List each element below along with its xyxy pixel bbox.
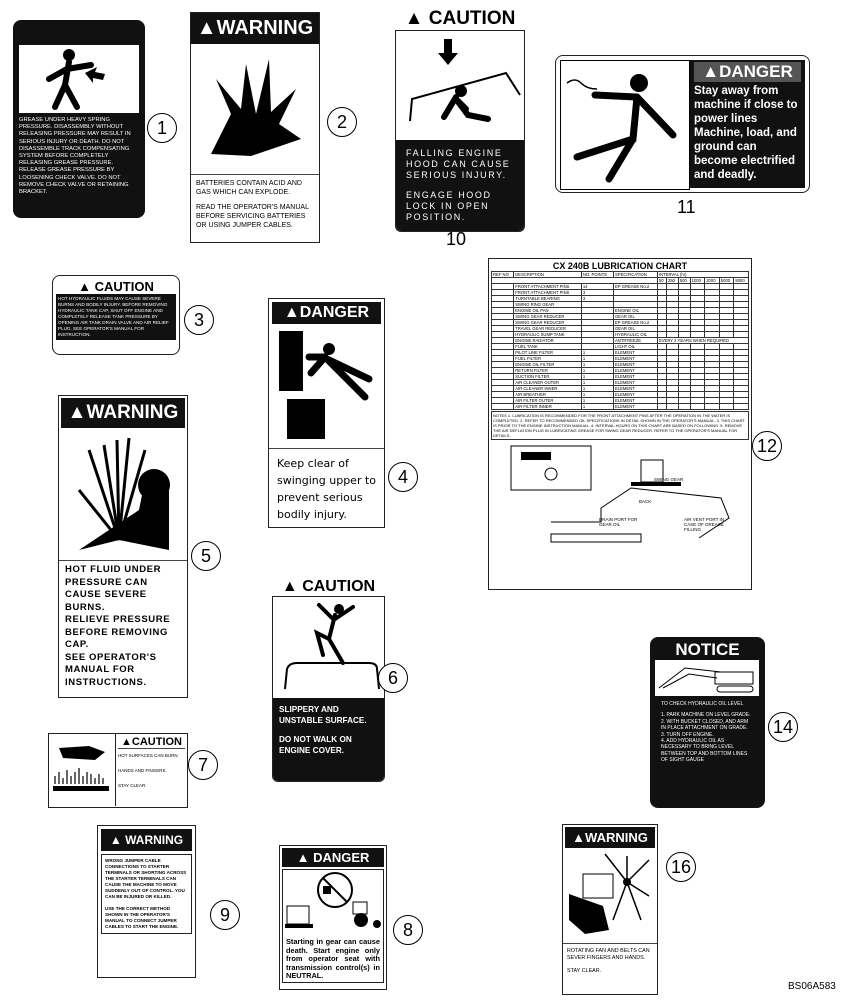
lub-cell: TRAVEL GEAR REDUCER: [514, 326, 582, 332]
callout-16: [666, 852, 696, 882]
decal-5-text2: RELIEVE PRESSURE BEFORE REMOVING CAP.: [65, 614, 171, 650]
label-10: 10: [446, 229, 467, 249]
lub-interval-header: 8000: [734, 278, 749, 284]
lub-cell: ELEMENT: [614, 368, 658, 374]
callout-4: [388, 462, 418, 492]
lub-interval-header: 500: [678, 278, 690, 284]
lub-cell: ENGINE OIL FILTER: [514, 362, 582, 368]
lub-cell: 3: [581, 296, 613, 302]
callout-3: [184, 305, 214, 335]
lub-cell: 1: [581, 398, 613, 404]
decal-2-text: BATTERIES CONTAIN ACID AND GAS WHICH CAN EXPLODE.: [196, 180, 302, 196]
decal-6-slippery-caution: [272, 578, 385, 782]
swinging-upper-pictogram: [269, 327, 382, 443]
decal-9-text2: USE THE CORRECT METHOD SHOWN IN THE OPERATOR'S MANUAL TO CONNECT JUMPER CABLES TO START THE ENGINE.: [105, 906, 179, 929]
lubrication-chart-title: CX 240B LUBRICATION CHART: [552, 261, 688, 271]
lub-diagram-label: BACK: [639, 499, 652, 504]
decal-6-text: SLIPPERY AND UNSTABLE SURFACE.: [279, 705, 367, 725]
lub-row: [492, 404, 749, 410]
decal-11-header: ▲DANGER: [694, 62, 801, 82]
decal-3-hydraulic-caution: [52, 275, 180, 355]
lub-cell: GEAR OIL: [614, 326, 658, 332]
callout-5: [191, 541, 221, 571]
callout-number: 14: [772, 716, 794, 737]
callout-number: 5: [200, 545, 211, 566]
header-text: CAUTION: [94, 279, 154, 294]
lub-cell: AIR FILTER OUTER: [514, 398, 582, 404]
lub-cell: 1: [581, 368, 613, 374]
callout-12: [752, 431, 782, 461]
lub-cell: 1: [581, 380, 613, 386]
rotating-fan-pictogram: [563, 850, 655, 938]
callout-9: [210, 900, 240, 930]
decal-5-hot-fluid-warning: [58, 395, 188, 698]
header-text: CAUTION: [302, 578, 376, 595]
decal-2-text2: READ THE OPERATOR'S MANUAL BEFORE SERVICING BATTERIES OR USING JUMPER CABLES.: [196, 204, 309, 229]
lub-diagram-label: AIR VENT PORT IN CASE OF GREASE FILLING: [684, 517, 725, 532]
lub-change-note: EVERY 2 YEARS WHEN REQUIRED: [657, 338, 748, 344]
lub-cell: HYDRAULIC OIL: [614, 332, 658, 338]
lub-cell: LIGHT OIL: [614, 344, 658, 350]
decal-4-header: ▲DANGER: [272, 302, 381, 324]
decal-10-hood-caution: [395, 8, 525, 230]
lub-cell: 1: [581, 392, 613, 398]
callout-number: 8: [402, 919, 413, 940]
lub-cell: AIR FILTER INNER: [514, 404, 582, 410]
lub-interval-header: 250: [667, 278, 679, 284]
lub-col-header: REF NO: [492, 272, 514, 278]
lub-cell: ELEMENT: [614, 386, 658, 392]
label-11: 11: [677, 197, 696, 217]
electrocution-pictogram: [560, 60, 690, 190]
decal-10-text: FALLING ENGINE HOOD CAN CAUSE SERIOUS INJURY.: [406, 148, 511, 180]
lub-cell: TURNTABLE BEARING: [514, 296, 582, 302]
excavator-pictogram: [655, 660, 759, 696]
header-text: CAUTION: [428, 8, 516, 29]
notice-step: 1. PARK MACHINE ON LEVEL GRADE.: [661, 712, 751, 719]
lub-cell: RETURN FILTER: [514, 368, 582, 374]
lub-diagram-label: SWING GEAR REDUCER: [654, 477, 684, 487]
callout-number: 2: [336, 111, 347, 132]
lub-cell: ELEMENT: [614, 404, 658, 410]
decal-11-power-lines-danger: [555, 55, 810, 193]
decal-16-header: ▲WARNING: [565, 827, 655, 848]
lub-cell: EP GREASE No.2: [614, 284, 658, 290]
decal-16-text: ROTATING FAN AND BELTS CAN SEVER FINGERS AND HANDS.: [567, 948, 650, 961]
header-text: DANGER: [313, 850, 370, 865]
decal-10-header: ▲ CAUTION: [404, 8, 516, 29]
decal-9-header: ▲ WARNING: [101, 829, 192, 851]
lub-col-header: NO. POINTS: [581, 272, 613, 278]
header-text: DANGER: [299, 304, 370, 321]
decal-4-text: Keep clear of swinging upper to prevent serious bodily injury.: [269, 448, 384, 529]
decal-5-text: HOT FLUID UNDER PRESSURE CAN CAUSE SEVERE BURNS.: [65, 564, 162, 613]
lub-cell: FRONT ATTACHMENT PINS: [514, 290, 582, 296]
lub-cell: ENGINE RADIATOR: [514, 338, 582, 344]
callout-number: 4: [397, 466, 408, 487]
lubrication-table: [491, 271, 749, 410]
lub-cell: GEAR OIL: [614, 314, 658, 320]
lub-cell: ANTIFREEZE: [614, 338, 658, 344]
machine-lubrication-diagram: [491, 440, 749, 550]
decal-7-header: ▲CAUTION: [118, 736, 185, 749]
decal-7-hot-surface-caution: [48, 733, 188, 808]
callout-number: 7: [197, 754, 208, 775]
lub-cell: 1: [581, 350, 613, 356]
decal-4-swing-danger: [268, 298, 385, 528]
decal-8-header: ▲ DANGER: [282, 848, 384, 867]
lub-interval-header: 50: [657, 278, 666, 284]
notice-step: 4. ADD HYDRAULIC OIL AS NECESSARY TO BRING LEVEL BETWEEN TOP AND BOTTOM LINES OF SIGHT GAUGE: [661, 738, 748, 764]
lub-interval-header: 5000: [719, 278, 734, 284]
lub-cell: ELEMENT: [614, 380, 658, 386]
decal-7-line: HANDS AND FINGERS.: [118, 768, 167, 774]
decal-8-start-in-gear-danger: [279, 845, 387, 990]
decal-16-fan-belt-warning: [562, 824, 658, 995]
lub-interval-header: 2000: [705, 278, 720, 284]
lub-cell: 1: [581, 362, 613, 368]
decal-7-line: HOT SURFACES CAN BURN: [118, 753, 178, 758]
header-text: WARNING: [125, 833, 184, 847]
decal-9-jumper-cable-warning: [97, 825, 196, 978]
header-text: WARNING: [86, 402, 179, 423]
falling-hood-pictogram: [396, 31, 523, 135]
lub-cell: 1: [581, 374, 613, 380]
lub-cell: ELEMENT: [614, 362, 658, 368]
decal-3-text: HOT HYDRAULIC FLUIDS MAY CAUSE SEVERE BURNS AND BODILY INJURY. BEFORE REMOVING HYDRAULIC TANK CAP, SHUT OFF ENGINE AND COMPLETELY RELEASE TANK PRESSURE BY OPENING AIR TANK DRAIN VALVE AND AIR RELIEF PLUG. SEE OPERATOR'S MANUAL FOR INSTRUCTION.: [56, 294, 176, 340]
lub-cell: FRONT ATTACHMENT PINS: [514, 284, 582, 290]
lub-cell: ELEMENT: [614, 356, 658, 362]
callout-2: [327, 107, 357, 137]
callout-number: 12: [756, 435, 778, 456]
lub-cell: HYDRAULIC SUMP TANK: [514, 332, 582, 338]
header-text: WARNING: [216, 17, 314, 39]
decal-1-grease-pressure: [13, 20, 145, 218]
callout-7: [188, 750, 218, 780]
decal-10-text2: ENGAGE HOOD LOCK IN OPEN POSITION.: [406, 190, 492, 222]
decal-16-text2: STAY CLEAR.: [567, 968, 602, 974]
lub-cell: EP GREASE No.2: [614, 320, 658, 326]
lub-cell: AIR CLEANER OUTER: [514, 380, 582, 386]
lub-cell: AIR CLEANER INNER: [514, 386, 582, 392]
lub-cell: 14: [581, 284, 613, 290]
lub-cell: ELEMENT: [614, 350, 658, 356]
lub-cell: AIR BREATHER: [514, 392, 582, 398]
header-text: DANGER: [719, 62, 793, 81]
lub-cell: SUCTION FILTER: [514, 374, 582, 380]
lub-interval-header: 1000: [690, 278, 705, 284]
figure-code: BS06A583: [788, 981, 836, 992]
lub-cell: SWING GEAR REDUCER: [514, 320, 582, 326]
decal-5-header: ▲WARNING: [61, 398, 185, 428]
decal-6-header: ▲ CAUTION: [281, 578, 376, 595]
lubrication-notes: NOTES 1. LUBRICATION IS RECOMMENDED FOR THE FRONT ATTACHMENT PINS AFTER THE OPERATION IN THE WATER IS COMPLETED. 2. REFER TO RECOMMENDED OIL SPECIFICATIONS IN DETAIL SHOWN IN THE OPERATOR'S MANUAL. 3. THIS CHART IS PRIOR TO THE ENGINE INSTRUCTION MANUAL. 4. INTERVAL HOURS ON THIS CHART ARE BASED ON FOLLOWING. 5. REMOVE THE AIR DEFLATION PLUG IN LUBRICATING GREASE FOR SWING GEAR REDUCER. REFER TO THE OPERATOR'S MANUAL FOR DETAILS.: [491, 411, 749, 440]
notice-step: 3. TURN OFF ENGINE.: [661, 731, 714, 738]
lub-col-header: DESCRIPTION: [514, 272, 582, 278]
lub-cell: PILOT LINE FILTER: [514, 350, 582, 356]
decal-1-text: GREASE UNDER HEAVY SPRING PRESSURE. DISASSEMBLY WITHOUT RELEASING PRESSURE MAY RESULT IN SERIOUS INJURY OR DEATH. DO NOT DISASSEMBLE TRACK COMPENSATING SYSTEM BEFORE COMPLETELY RELEASING GREASE PRESSURE. RELEASE GREASE PRESSURE BY LOOSENING CHECK VALVE. DO NOT REMOVE CHECK VALVE OR RETAINING BRACKET.: [19, 117, 131, 196]
lub-cell: 1: [581, 404, 613, 410]
notice-step: 2. WITH BUCKET CLOSED, AND ARM IN PLACE ATTACHMENT ON GRADE.: [661, 718, 749, 732]
callout-8: [393, 915, 423, 945]
lub-cell: SWING GEAR REDUCER: [514, 314, 582, 320]
callout-number: 16: [670, 856, 692, 877]
explosion-icon: [191, 44, 317, 169]
decal-5-text3: SEE OPERATOR'S MANUAL FOR INSTRUCTIONS.: [65, 651, 157, 688]
header-text: WARNING: [585, 830, 648, 845]
decal-8-text: Starting in gear can cause death. Start engine only from operator seat with transmission control(s) in NEUTRAL.: [286, 937, 380, 981]
lub-col-header: SPECIFICATION: [614, 272, 658, 278]
hand-flames-pictogram: [49, 734, 116, 806]
decal-14-header: NOTICE: [675, 640, 740, 659]
lub-cell: 3: [581, 290, 613, 296]
callout-1: [147, 113, 177, 143]
no-start-in-gear-pictogram: [283, 870, 383, 932]
decal-12-lubrication-chart: [488, 258, 752, 590]
decal-6-text2: DO NOT WALK ON ENGINE COVER.: [279, 735, 352, 755]
decal-7-line: STAY CLEAR.: [118, 783, 147, 789]
decal-2-header: ▲WARNING: [191, 13, 319, 44]
decal-2-battery-warning: [190, 12, 320, 243]
callout-14: [768, 712, 798, 742]
lub-diagram-label: DRAIN PORT FOR GEAR OIL: [599, 517, 638, 527]
callout-number: 3: [193, 309, 204, 330]
callout-6: [378, 663, 408, 693]
lub-cell: ELEMENT: [614, 392, 658, 398]
callout-number: 1: [156, 117, 167, 138]
lub-cell: FUEL FILTER: [514, 356, 582, 362]
lub-cell: ELEMENT: [614, 398, 658, 404]
lub-cell: ENGINE OIL PAN: [514, 308, 582, 314]
lub-col-header: INTERVAL (hr): [657, 272, 748, 278]
lub-cell: FUEL TANK: [514, 344, 582, 350]
decal-3-header: ▲ CAUTION: [78, 279, 154, 294]
lub-row: [492, 338, 749, 344]
lub-cell: SWING RING GEAR: [514, 302, 582, 308]
person-struck-pictogram: [19, 45, 139, 113]
slipping-person-pictogram: [273, 597, 383, 693]
decal-9-text: WRONG JUMPER CABLE CONNECTIONS TO STARTER TERMINALS OR SHORTING ACROSS THE STARTER TERMINALS CAN CAUSE THE MACHINE TO MOVE SUDDENLY OUT OF CONTROL. YOU CAN BE INJURED OR KILLED.: [105, 858, 187, 899]
decal-14-text: TO CHECK HYDRAULIC OIL LEVEL: [661, 701, 744, 707]
lub-cell: ENGINE OIL: [614, 308, 658, 314]
hot-fluid-spray-pictogram: [59, 430, 185, 555]
decal-14-hydraulic-oil-notice: [650, 637, 765, 808]
lub-cell: ELEMENT: [614, 374, 658, 380]
lub-cell: 1: [581, 356, 613, 362]
callout-number: 6: [387, 667, 398, 688]
decal-11-text: Stay away from machine if close to power lines Machine, load, and ground can become electrified and deadly.: [694, 85, 798, 181]
callout-number: 9: [219, 904, 230, 925]
header-text: CAUTION: [131, 736, 182, 748]
lub-cell: 1: [581, 386, 613, 392]
